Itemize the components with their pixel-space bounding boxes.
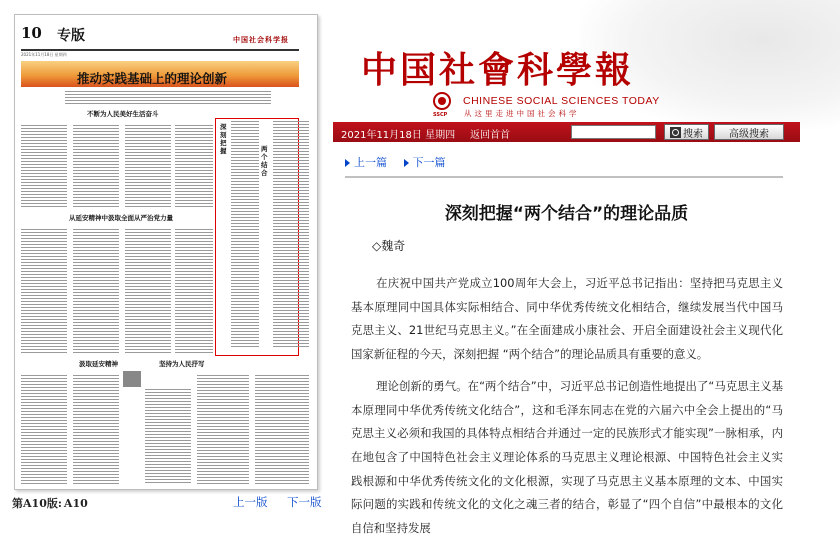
highlight-vertical-title: 深刻把握 xyxy=(220,123,227,155)
mini-rule xyxy=(21,49,299,51)
mini-text-column xyxy=(73,125,119,207)
search-button-label: 搜索 xyxy=(683,128,703,140)
arrow-right-icon xyxy=(404,159,409,167)
search-button[interactable] xyxy=(664,124,709,140)
arrow-right-icon xyxy=(345,159,350,167)
issue-date: 2021年11月18日 星期四 xyxy=(341,130,456,141)
site-header xyxy=(333,0,800,122)
mini-photo xyxy=(123,371,141,387)
divider xyxy=(345,176,783,178)
english-name: CHINESE SOCIAL SCIENCES TODAY xyxy=(463,95,660,107)
advanced-search-button[interactable]: 高级搜索 xyxy=(714,124,784,140)
search-icon xyxy=(670,127,681,138)
mini-text-column xyxy=(175,229,213,355)
mini-text-column xyxy=(273,121,309,349)
page-label: 第A10版: A10 xyxy=(12,497,88,510)
mini-subhead[interactable]: 坚持为人民抒写 xyxy=(159,360,205,368)
mini-text-column xyxy=(73,375,119,485)
mini-text-column xyxy=(21,125,67,207)
article-paragraph: 在庆祝中国共产党成立100周年大会上，习近平总书记指出：坚持把马克思主义基本原理同中国具体实际相结合、同中华优秀传统文化相结合，继续发展当代中国马克思主义、21世纪马克思主义。”在全面建成小康社会、开启全面建设社会主义现代化国家新征程的今天，深刻把握 “两个结合”的理论品质具有重要的意义。 xyxy=(351,276,783,362)
newspaper-page-panel xyxy=(0,0,333,511)
mini-text-column xyxy=(197,375,249,485)
mini-text-column xyxy=(21,229,67,355)
search-input[interactable] xyxy=(571,125,656,139)
mini-text-column xyxy=(175,125,213,207)
mini-masthead: 中国社会科学报 xyxy=(233,35,289,44)
mini-text-block xyxy=(65,91,271,105)
mini-text-column xyxy=(145,389,191,485)
section-name: 专版 xyxy=(57,28,85,44)
mini-date: 2021年11月18日 星期四 xyxy=(21,52,67,57)
article-body xyxy=(351,272,783,549)
mini-subhead[interactable]: 从延安精神中汲取全面从严治党力量 xyxy=(69,214,173,222)
slogan: 从这里走进中国社会科学 xyxy=(464,109,580,118)
next-article-link[interactable]: 下一篇 xyxy=(412,156,446,169)
logo-abbr: SSCP xyxy=(433,112,448,118)
back-home-link[interactable]: 返回首首 xyxy=(470,130,510,141)
mini-subhead[interactable]: 汲取延安精神 xyxy=(79,360,118,368)
article-author: ◇魏奇 xyxy=(372,239,406,253)
sscp-logo-icon xyxy=(433,92,451,110)
mini-text-column xyxy=(21,375,67,485)
next-page-link[interactable]: 下一版 xyxy=(287,495,322,509)
article-paragraph: 理论创新的勇气。在“两个结合”中，习近平总书记创造性地提出了“马克思主义基本原理同中华优秀传统文化结合”，这和毛泽东同志在党的六届六中全会上提出的“马克思主义必须和我国的具体特点相结合并通过一定的民族形式才能实现”一脉相承，内在地包含了中国特色社会主义理论体系的马克思主义理论根源、中国特色社会主义实践根源和中华优秀传统文化的文化根源，实现了马克思主义基本原理的文本、中国实际问题的实践和传统文化的文化之魂三者的结合，彰显了“四个自信”中最根本的文化自信和坚持发展 xyxy=(351,378,783,536)
toolbar xyxy=(333,122,800,142)
page-number: 10 xyxy=(21,24,42,42)
mini-text-column xyxy=(255,375,309,485)
highlight-vertical-title-2: 两个结合 xyxy=(261,145,268,177)
mini-text-column xyxy=(125,229,171,355)
prev-page-link[interactable]: 上一版 xyxy=(233,495,268,509)
prev-article-link[interactable]: 上一篇 xyxy=(354,156,387,169)
newspaper-page-image[interactable] xyxy=(14,14,318,490)
article-nav xyxy=(345,154,446,170)
page-label-value: A10 xyxy=(63,497,88,510)
page-label-text: 第A10版 xyxy=(12,497,58,510)
mini-text-column xyxy=(125,125,171,207)
mini-text-column xyxy=(73,229,119,355)
masthead-logo: 中国社會科學報 xyxy=(361,49,635,91)
mini-subhead[interactable]: 不断为人民美好生活奋斗 xyxy=(87,110,159,118)
article-title: 深刻把握“两个结合”的理论品质 xyxy=(444,204,689,224)
hero-title[interactable]: 推动实践基础上的理论创新 xyxy=(77,71,228,86)
article-panel xyxy=(333,142,800,536)
mini-text-column xyxy=(231,121,259,349)
